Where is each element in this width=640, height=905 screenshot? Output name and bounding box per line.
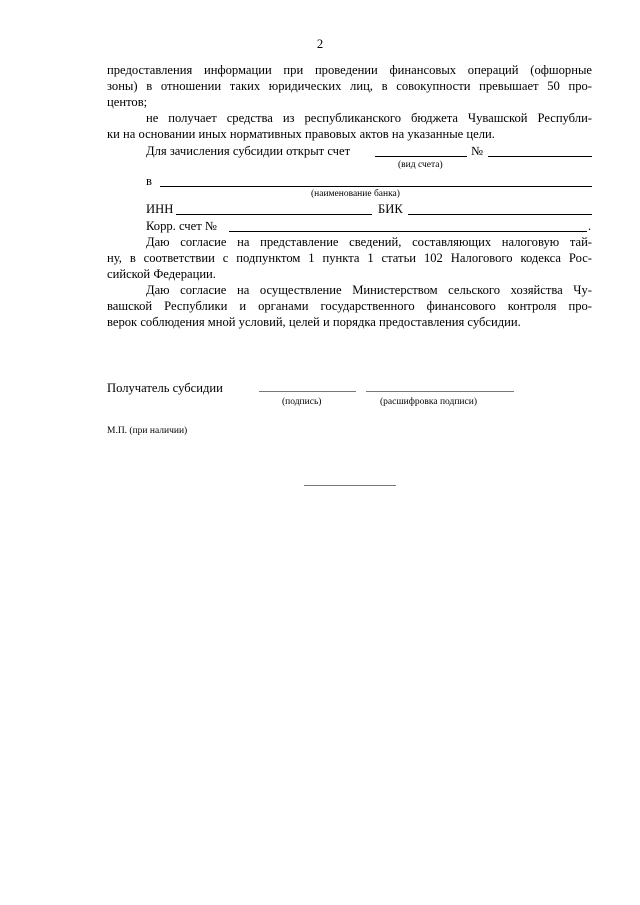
corr-account-label: Корр. счет №	[146, 219, 217, 233]
stamp-note: М.П. (при наличии)	[107, 426, 188, 436]
para-tax-line-1: Даю согласие на представление сведений, составляющих налоговую тай-	[146, 235, 592, 249]
account-type-caption: (вид счета)	[398, 160, 443, 170]
bank-in-label: в	[146, 174, 152, 188]
para-tax-line-3: сийской Федерации.	[107, 267, 216, 281]
para-tax-line-2: ну, в соответствии с подпунктом 1 пункта 1 статьи 102 Налогового кодекса Рос-	[107, 251, 592, 265]
para-continue-line-1: предоставления информации при проведении финансовых операций (офшорные	[107, 63, 592, 77]
signature-transcript-caption: (расшифровка подписи)	[380, 397, 477, 407]
signature-field[interactable]	[259, 391, 356, 392]
para-continue-line-3: центов;	[107, 95, 148, 109]
corr-account-field[interactable]	[229, 231, 587, 232]
recipient-label: Получатель субсидии	[107, 381, 223, 395]
para-control-line-2: вашской Республики и органами государственного финансового контроля про-	[107, 299, 592, 313]
signature-caption: (подпись)	[282, 397, 322, 407]
page-number: 2	[316, 37, 324, 51]
corr-account-end: .	[588, 219, 592, 233]
signature-transcript-field[interactable]	[366, 391, 514, 392]
para-control-line-3: верок соблюдения мной условий, целей и порядка предоставления субсидии.	[107, 315, 521, 329]
inn-field[interactable]	[176, 214, 372, 215]
account-number-field[interactable]	[488, 156, 592, 157]
para-continue-line-2: зоны) в отношении таких юридических лиц, в совокупности превышает 50 про-	[107, 79, 592, 93]
end-divider	[304, 485, 396, 486]
para-control-line-1: Даю согласие на осуществление Министерством сельского хозяйства Чу-	[146, 283, 592, 297]
account-label: Для зачисления субсидии открыт счет	[146, 144, 351, 158]
bik-label: БИК	[378, 202, 403, 216]
para-budget-line-2: ки на основании иных нормативных правовых актов на указанные цели.	[107, 127, 495, 141]
inn-label: ИНН	[146, 202, 174, 216]
account-type-field[interactable]	[375, 156, 467, 157]
account-number-sign: №	[471, 144, 484, 158]
bik-field[interactable]	[408, 214, 592, 215]
para-budget-line-1: не получает средства из республиканского бюджета Чувашской Республи-	[146, 111, 592, 125]
bank-name-caption: (наименование банка)	[311, 189, 400, 199]
bank-name-field[interactable]	[160, 186, 592, 187]
